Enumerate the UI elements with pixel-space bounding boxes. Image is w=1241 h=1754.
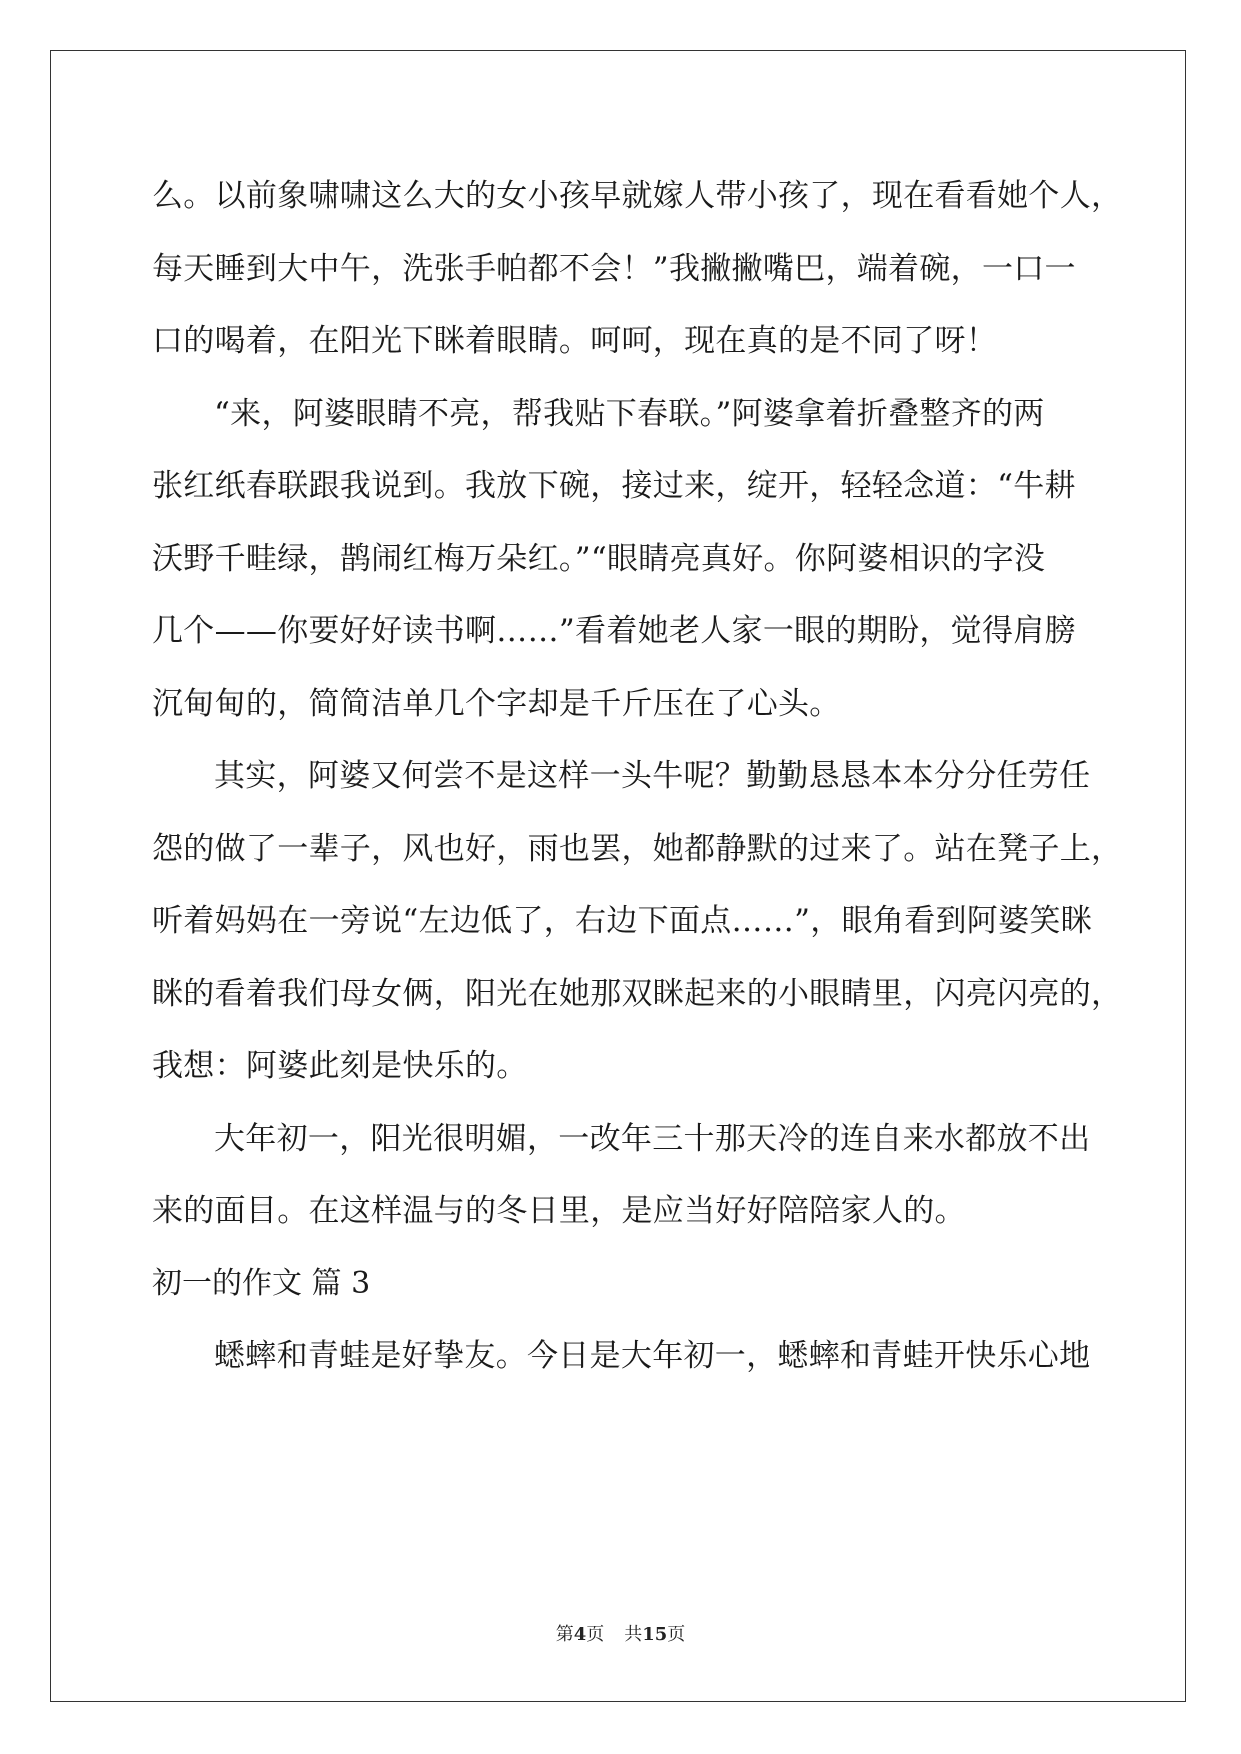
text-line: 大年初一，阳光很明媚，一改年三十那天冷的连自来水都放不出	[214, 1120, 1091, 1157]
text-line: 我想：阿婆此刻是快乐的。	[152, 1048, 528, 1084]
total-label-prefix: 共	[624, 1624, 643, 1645]
text-line: 每天睡到大中午，洗张手帕都不会！”我撇撇嘴巴，端着碗，一口一	[152, 250, 1076, 287]
text-line: 沃野千畦绿，鹊闹红梅万朵红。”“眼睛亮真好。你阿婆相识的字没	[152, 540, 1046, 577]
text-line: 么。以前象啸啸这么大的女小孩早就嫁人带小孩了，现在看看她个人，	[152, 178, 1123, 214]
total-page-number: 15	[642, 1624, 668, 1645]
section-heading: 初一的作文 篇 3	[152, 1265, 371, 1301]
text-line: 沉甸甸的，简简洁单几个字却是千斤压在了心头。	[152, 685, 841, 722]
page-footer	[0, 1620, 1241, 1646]
text-line: 怨的做了一辈子，风也好，雨也罢，她都静默的过来了。站在凳子上，	[152, 830, 1123, 867]
page-label-suffix: 页	[586, 1624, 605, 1645]
text-line: 口的喝着，在阳光下眯着眼睛。呵呵，现在真的是不同了呀！	[152, 323, 998, 359]
current-page-number: 4	[573, 1624, 587, 1645]
text-line: “来，阿婆眼睛不亮，帮我贴下春联。”阿婆拿着折叠整齐的两	[214, 395, 1045, 432]
text-line: 张红纸春联跟我说到。我放下碗，接过来，绽开，轻轻念道：“牛耕	[152, 468, 1076, 504]
text-line: 几个——你要好好读书啊……”看着她老人家一眼的期盼，觉得肩膀	[152, 613, 1076, 649]
document-body	[152, 160, 1123, 1393]
text-line: 来的面目。在这样温与的冬日里，是应当好好陪陪家人的。	[152, 1193, 966, 1229]
page-label-prefix: 第	[555, 1624, 574, 1645]
text-line: 其实，阿婆又何尝不是这样一头牛呢？勤勤恳恳本本分分任劳任	[214, 758, 1091, 794]
text-line: 眯的看着我们母女俩，阳光在她那双眯起来的小眼睛里，闪亮闪亮的，	[152, 975, 1123, 1012]
text-line: 听着妈妈在一旁说“左边低了，右边下面点……”，眼角看到阿婆笑眯	[152, 903, 1092, 939]
text-line: 蟋蟀和青蛙是好挚友。今日是大年初一，蟋蟀和青蛙开快乐心地	[214, 1338, 1091, 1374]
total-label-suffix: 页	[667, 1624, 686, 1645]
